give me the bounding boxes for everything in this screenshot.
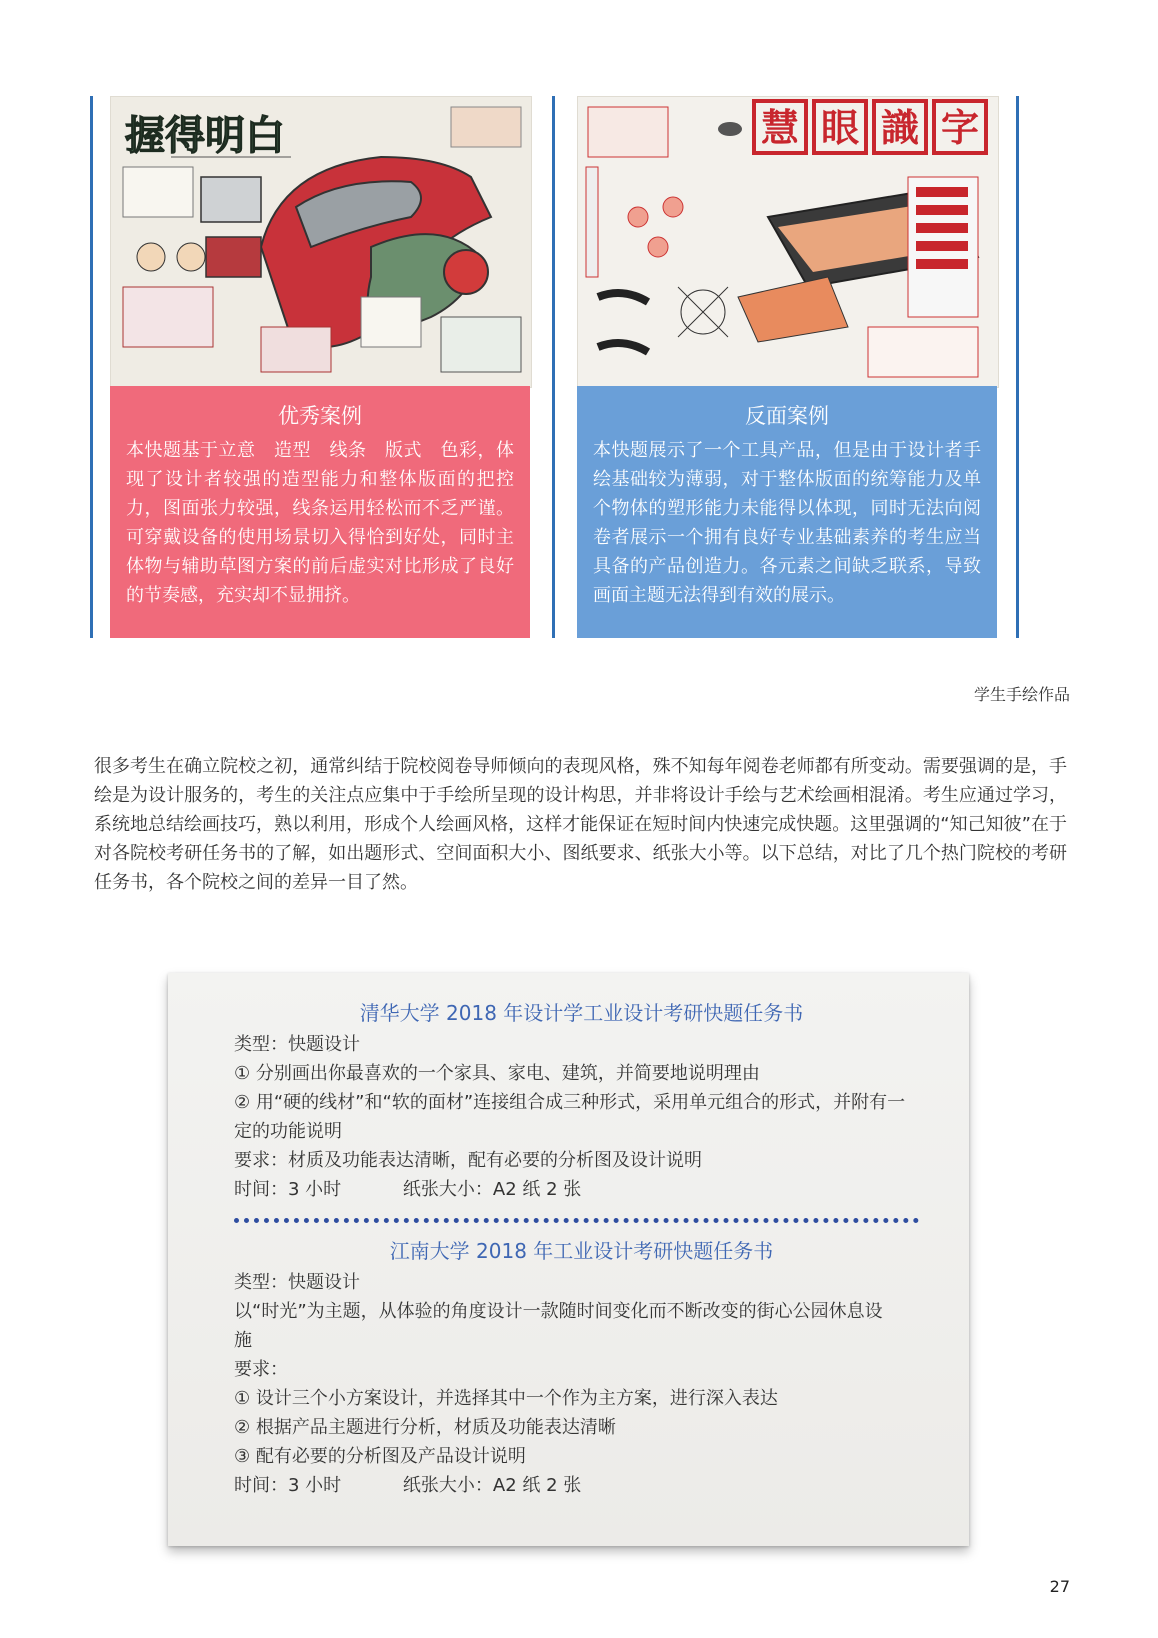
good-case-sketch [110, 96, 532, 388]
jiangnan-title: 江南大学 2018 年工业设计考研快题任务书 [389, 1239, 774, 1263]
tsinghua-time: 时间：3 小时 [234, 1179, 342, 1200]
left-rule [90, 96, 93, 638]
tsinghua-requirement: 要求：材质及功能表达清晰，配有必要的分析图及设计说明 [234, 1150, 702, 1171]
page-number: 27 [1049, 1577, 1070, 1596]
jiangnan-item-1: ① 设计三个小方案设计，并选择其中一个作为主方案，进行深入表达 [234, 1388, 778, 1409]
bad-sketch-char-4: 字 [941, 105, 980, 150]
middle-rule [552, 96, 555, 638]
good-case-text: 本快题基于立意 造型 线条 版式 色彩，体现了设计者较强的造型能力和整体版面的把控力，图面张力较强，线条运用轻松而不乏严谨。可穿戴设备的使用场景切入得恰到好处，同时主体物与辅助草图方案的前后虚实对比形成了良好的节奏感，充实却不显拥挤。 [126, 440, 514, 606]
tsinghua-type: 类型：快题设计 [234, 1034, 360, 1055]
bad-case-box [577, 386, 997, 638]
bad-sketch-char-3: 識 [881, 105, 920, 150]
bad-sketch-char-1: 慧 [761, 105, 800, 150]
jiangnan-item-2: ② 根据产品主题进行分析，材质及功能表达清晰 [234, 1417, 616, 1438]
section-divider [234, 1218, 919, 1223]
jiangnan-time: 时间：3 小时 [234, 1475, 342, 1496]
bad-case-text: 本快题展示了一个工具产品，但是由于设计者手绘基础较为薄弱，对于整体版面的统筹能力及单个物体的塑形能力未能得以体现，同时无法向阅卷者展示一个拥有良好专业基础素养的考生应当具备的产品创造力。各元素之间缺乏联系，导致画面主题无法得到有效的展示。 [593, 440, 981, 606]
bad-case-sketch [577, 96, 999, 388]
figure-caption: 学生手绘作品 [973, 685, 1070, 704]
tsinghua-title: 清华大学 2018 年设计学工业设计考研快题任务书 [359, 1001, 804, 1025]
jiangnan-time-row [234, 1471, 929, 1500]
bad-case-title: 反面案例 [745, 404, 829, 428]
good-case-title: 优秀案例 [278, 404, 362, 428]
exam-brief-card [168, 973, 969, 1546]
tsinghua-item-1: ① 分别画出你最喜欢的一个家具、家电、建筑，并简要地说明理由 [234, 1063, 760, 1084]
tsinghua-item-2: ② 用“硬的线材”和“软的面材”连接组合成三种形式，采用单元组合的形式，并附有一定的功能说明 [234, 1092, 906, 1142]
jiangnan-requirement-label: 要求： [234, 1359, 288, 1380]
tsinghua-time-row [234, 1175, 929, 1204]
good-sketch-title: 握得明白 [125, 113, 285, 159]
good-case-box [110, 386, 530, 638]
jiangnan-theme: 以“时光”为主题，从体验的角度设计一款随时间变化而不断改变的街心公园休息设施 [234, 1301, 883, 1351]
jiangnan-item-3: ③ 配有必要的分析图及产品设计说明 [234, 1446, 526, 1467]
right-rule [1016, 96, 1019, 638]
bad-sketch-char-2: 眼 [821, 105, 860, 150]
jiangnan-paper: 纸张大小：A2 纸 2 张 [402, 1475, 582, 1496]
jiangnan-type: 类型：快题设计 [234, 1272, 360, 1293]
body-paragraph: 很多考生在确立院校之初，通常纠结于院校阅卷导师倾向的表现风格，殊不知每年阅卷老师都有所变动。需要强调的是，手绘是为设计服务的，考生的关注点应集中于手绘所呈现的设计构思，并非将设计手绘与艺术绘画相混淆。考生应通过学习，系统地总结绘画技巧，熟以利用，形成个人绘画风格，这样才能保证在短时间内快速完成快题。这里强调的“知己知彼”在于对各院校考研任务书的了解，如出题形式、空间面积大小、图纸要求、纸张大小等。以下总结，对比了几个热门院校的考研任务书，各个院校之间的差异一目了然。 [94, 756, 1067, 893]
tsinghua-paper: 纸张大小：A2 纸 2 张 [402, 1179, 582, 1200]
